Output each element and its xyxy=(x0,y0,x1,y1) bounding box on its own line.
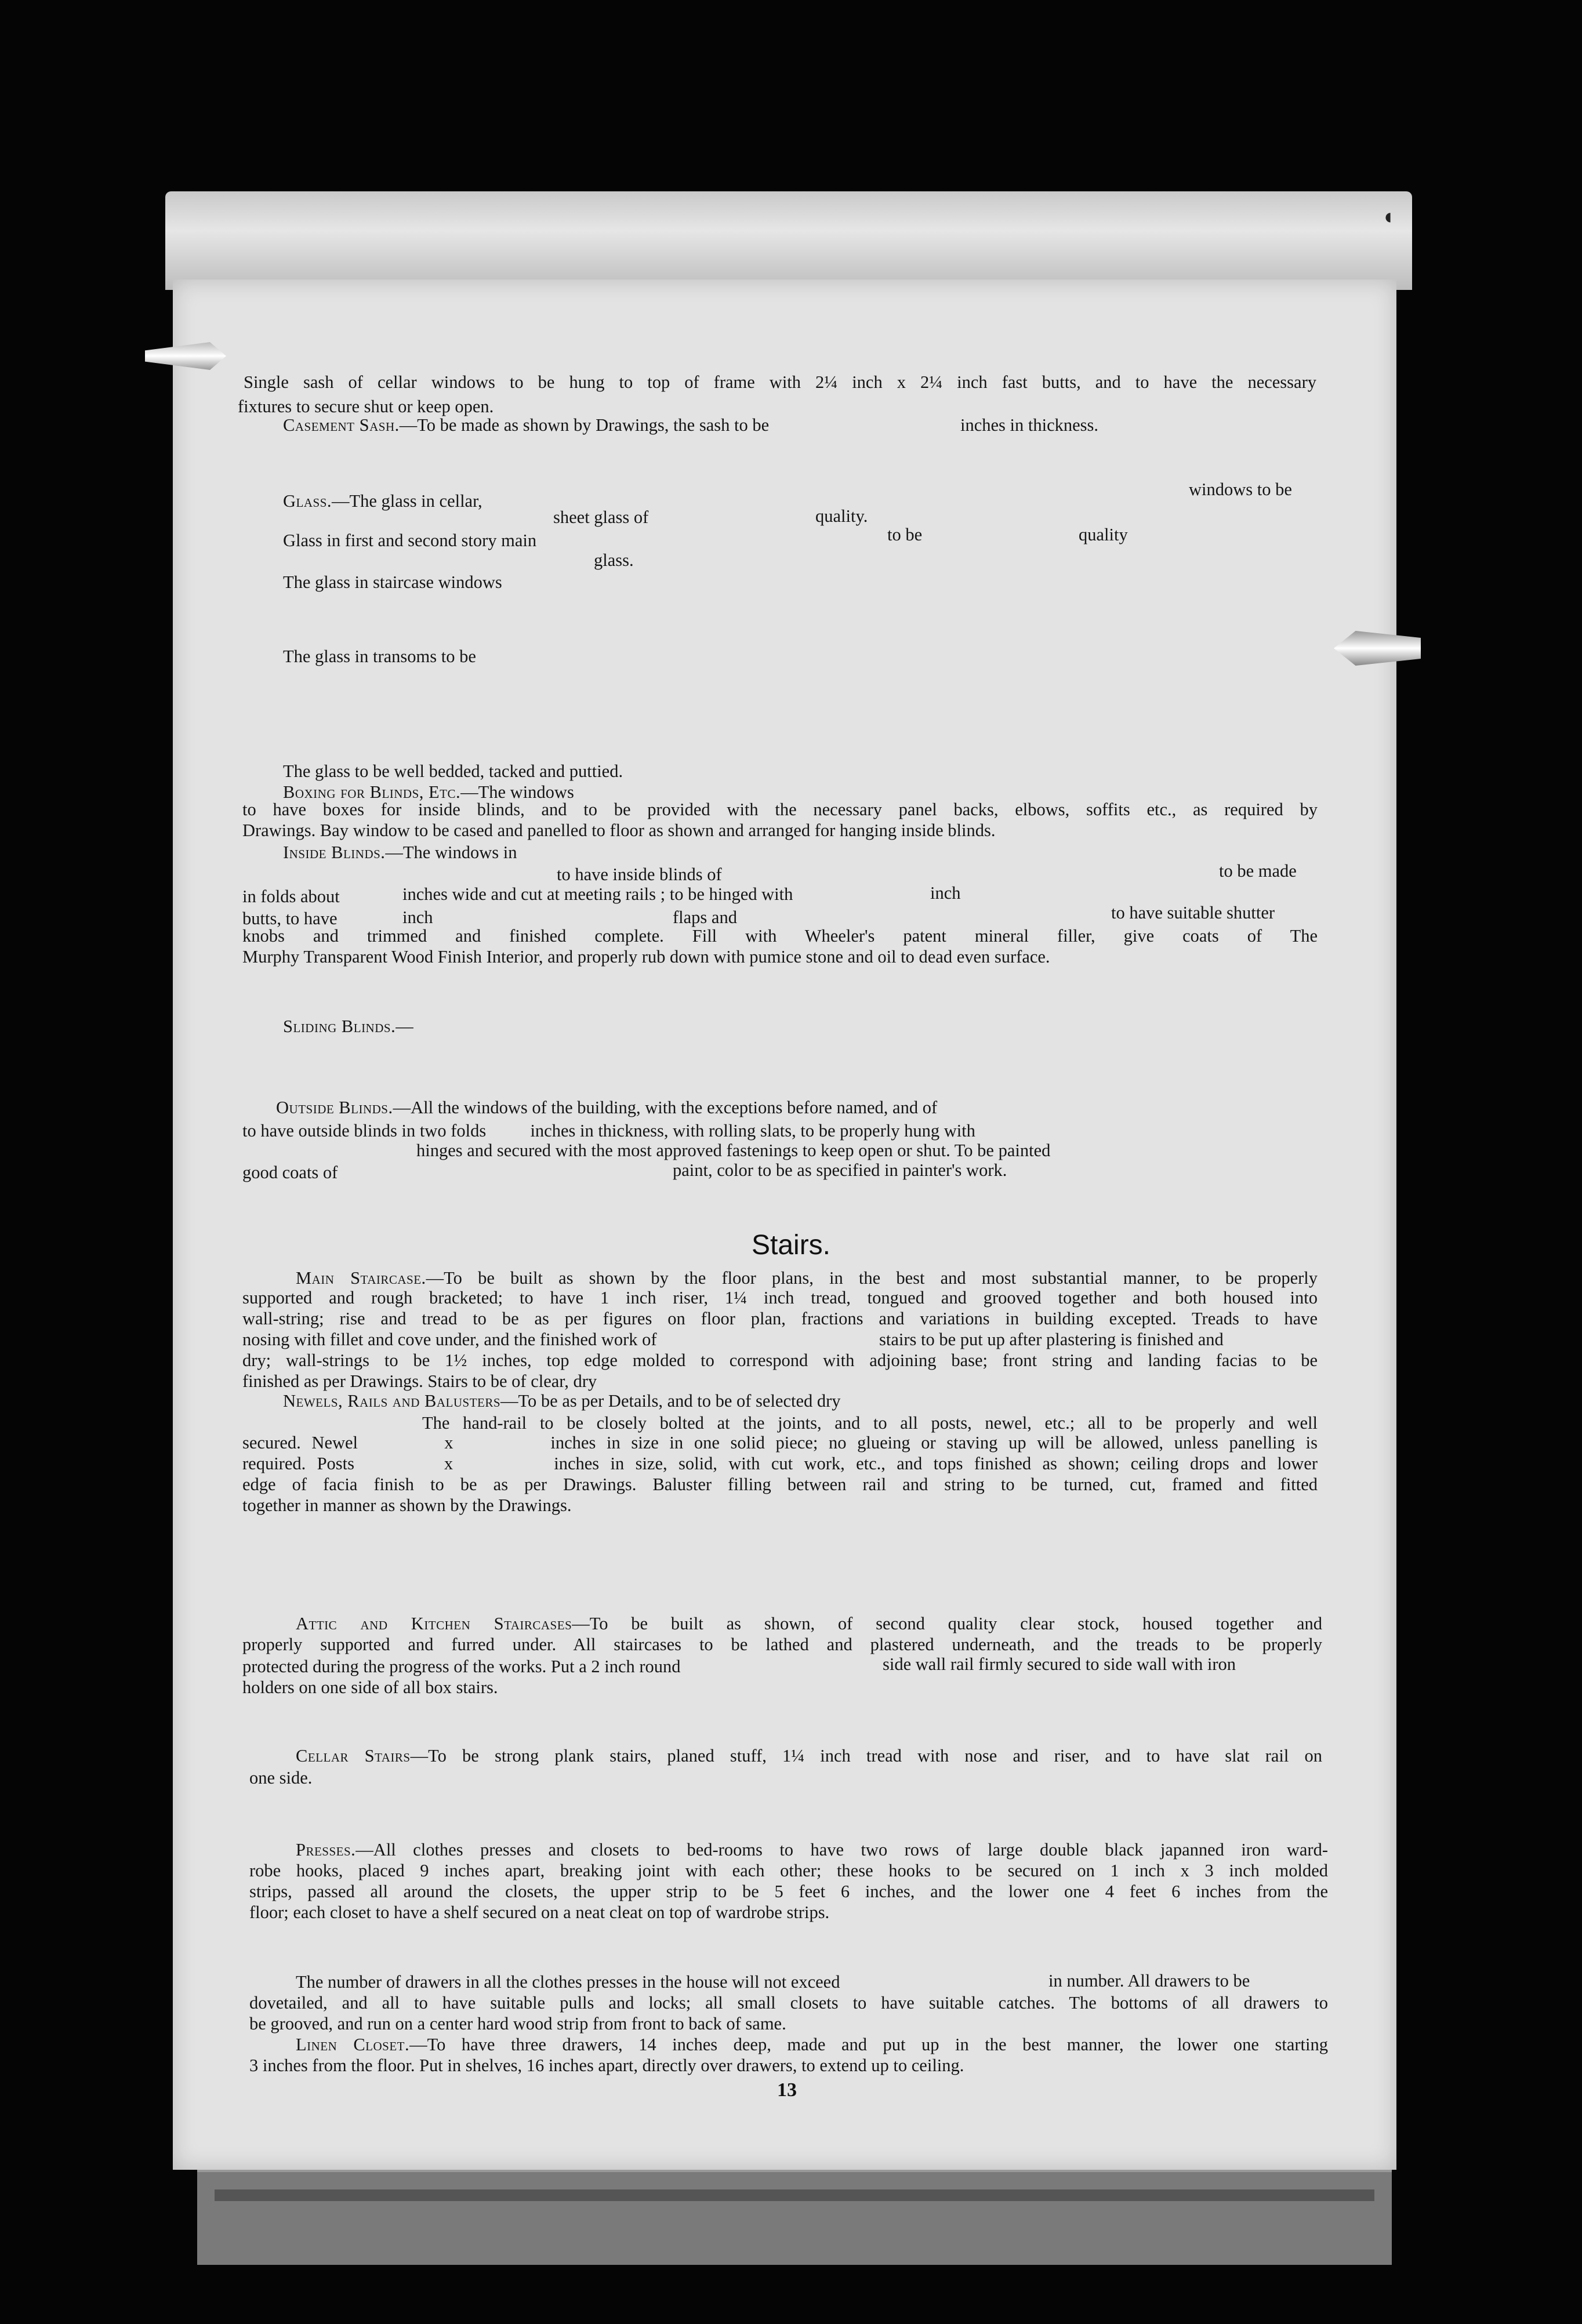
newels-line-2: The hand-rail to be closely bolted at the joints, and to all posts, newel, etc.; all to be properly and well xyxy=(422,1413,1318,1433)
inside-blinds-knobs: knobs and trimmed and finished complete. Fill with Wheeler's patent mineral filler, give coats of The xyxy=(242,926,1318,946)
casement-sash-thickness: inches in thickness. xyxy=(960,415,1099,435)
main-staircase-line: Main Staircase.—To be built as shown by the floor plans, in the best and most substantial manner, to be properly xyxy=(296,1268,1318,1288)
outside-blinds-line-3: hinges and secured with the most approved fastenings to keep open or shut. To be painted xyxy=(416,1141,1051,1160)
stairs-heading: Stairs. xyxy=(751,1230,831,1261)
glass-quality-2: quality xyxy=(1079,525,1128,544)
newels-line: Newels, Rails and Balusters—To be as per Details, and to be of selected dry xyxy=(283,1391,841,1411)
inside-blinds-flaps: flaps and xyxy=(673,907,737,927)
inside-blinds-to-be-made: to be made xyxy=(1219,861,1297,881)
inside-blinds-inch: inch xyxy=(930,883,961,903)
inside-blinds-hinged: inches wide and cut at meeting rails ; to be hinged with xyxy=(402,884,793,904)
main-staircase-line-2: supported and rough bracketed; to have 1 inch riser, 1¼ inch tread, tongued and grooved together and both housed into xyxy=(242,1288,1318,1308)
inside-blinds-butts: butts, to have xyxy=(242,909,338,928)
drawers-line-2: dovetailed, and all to have suitable pulls and locks; all small closets to have suitable catches. The bottoms of all drawers to xyxy=(249,1993,1328,2013)
outside-blinds-label: Outside Blinds. xyxy=(276,1098,393,1117)
glass-windows-to-be: windows to be xyxy=(1189,480,1292,499)
presses-label: Presses. xyxy=(296,1840,356,1860)
attic-stairs-label: Attic and Kitchen Staircases xyxy=(296,1614,572,1633)
newels-line-6: together in manner as shown by the Drawings. xyxy=(242,1495,572,1515)
cellar-stairs-line-2: one side. xyxy=(249,1768,313,1788)
main-staircase-label: Main Staircase. xyxy=(296,1268,426,1288)
sliding-blinds-line: Sliding Blinds.— xyxy=(283,1016,413,1036)
inside-blinds-folds: in folds about xyxy=(242,887,340,906)
boxing-line: Boxing for Blinds, Etc.—The windows xyxy=(283,782,574,802)
linen-closet-label: Linen Closet. xyxy=(296,2035,410,2054)
page-bottom-edge xyxy=(197,2170,1392,2265)
presses-line: Presses.—All clothes presses and closets to bed-rooms to have two rows of large double black japanned iron ward- xyxy=(296,1840,1328,1860)
glass-bedded-line: The glass to be well bedded, tacked and puttied. xyxy=(283,761,623,781)
inside-blinds-label: Inside Blinds. xyxy=(283,843,386,862)
glass-word: glass. xyxy=(594,550,634,570)
pad-binding xyxy=(165,191,1412,290)
cellar-windows-line-2: fixtures to secure shut or keep open. xyxy=(238,397,494,416)
newels-line-5: edge of facia finish to be as per Drawings. Baluster filling between rail and string to be turned, cut, framed and fitted xyxy=(242,1475,1318,1494)
glass-staircase-windows: The glass in staircase windows xyxy=(283,572,502,592)
glass-transoms: The glass in transoms to be xyxy=(283,647,476,666)
newels-line-3: secured. Newel x inches in size in one solid piece; no glueing or staving up will be allowed, unless panelling is xyxy=(242,1433,1318,1452)
boxing-line-3: Drawings. Bay window to be cased and panelled to floor as shown and arranged for hanging inside blinds. xyxy=(242,820,996,840)
casement-sash-line: Casement Sash.—To be made as shown by Drawings, the sash to be xyxy=(283,415,770,435)
presses-line-3: strips, passed all around the closets, the upper strip to be 5 feet 6 inches, and the lower one 4 feet 6 inches from the xyxy=(249,1882,1328,1901)
inside-blinds-murphy: Murphy Transparent Wood Finish Interior, and properly rub down with pumice stone and oil to dead even surface. xyxy=(242,947,1050,967)
glass-sheet-glass: sheet glass of xyxy=(553,507,649,527)
page-number: 13 xyxy=(777,2079,797,2101)
drawers-line-1b: in number. All drawers to be xyxy=(1048,1971,1250,1991)
glass-quality: quality. xyxy=(815,506,868,526)
outside-blinds-line: Outside Blinds.—All the windows of the building, with the exceptions before named, and of xyxy=(276,1098,938,1117)
outside-blinds-paint: paint, color to be as specified in painter's work. xyxy=(673,1160,1007,1180)
main-staircase-line-3: wall-string; rise and tread to be as per figures on floor plan, fractions and variations in building excepted. Treads to have xyxy=(242,1309,1318,1328)
main-staircase-line-5: dry; wall-strings to be 1½ inches, top edge molded to correspond with adjoining base; front string and landing facias to be xyxy=(242,1350,1318,1370)
main-staircase-line-6: finished as per Drawings. Stairs to be of clear, dry xyxy=(242,1371,597,1391)
outside-blinds-line-2: to have outside blinds in two folds inches in thickness, with rolling slats, to be properly hung with xyxy=(242,1121,975,1141)
boxing-label: Boxing for Blinds, Etc. xyxy=(283,782,461,802)
linen-closet-line-2: 3 inches from the floor. Put in shelves, 16 inches apart, directly over drawers, to extend up to ceiling. xyxy=(249,2056,964,2075)
boxing-line-2: to have boxes for inside blinds, and to be provided with the necessary panel backs, elbows, soffits etc., as required by xyxy=(242,800,1318,819)
inside-blinds-inch-2: inch xyxy=(402,907,433,927)
linen-closet-line: Linen Closet.—To have three drawers, 14 inches deep, made and put up in the best manner, the lower one starting xyxy=(296,2035,1328,2054)
main-staircase-line-4b: stairs to be put up after plastering is finished and xyxy=(879,1330,1224,1349)
attic-stairs-line-3b: side wall rail firmly secured to side wall with iron xyxy=(883,1654,1236,1674)
glass-label: Glass. xyxy=(283,491,332,511)
glass-to-be: to be xyxy=(887,525,923,544)
drawers-line-1a: The number of drawers in all the clothes presses in the house will not exceed xyxy=(296,1972,840,1992)
cellar-stairs-line: Cellar Stairs—To be strong plank stairs, planed stuff, 1¼ inch tread with nose and riser, and to have slat rail on xyxy=(296,1746,1322,1766)
presses-line-4: floor; each closet to have a shelf secured on a neat cleat on top of wardrobe strips. xyxy=(249,1902,830,1922)
binding-mark-icon: ◖ xyxy=(1381,205,1395,229)
page-tab-left xyxy=(145,342,226,370)
glass-line: Glass.—The glass in cellar, xyxy=(283,491,482,511)
inside-blinds-of: to have inside blinds of xyxy=(557,865,722,884)
attic-stairs-line-3a: protected during the progress of the works. Put a 2 inch round xyxy=(242,1657,681,1676)
sliding-blinds-label: Sliding Blinds. xyxy=(283,1016,396,1036)
inside-blinds-line: Inside Blinds.—The windows in xyxy=(283,843,517,862)
attic-stairs-line-2: properly supported and furred under. All staircases to be lathed and plastered underneath, and the treads to be properly xyxy=(242,1635,1322,1654)
newels-line-4: required. Posts x inches in size, solid, with cut work, etc., and tops finished as shown; ceiling drops and lower xyxy=(242,1454,1318,1473)
cellar-stairs-label: Cellar Stairs xyxy=(296,1746,411,1766)
cellar-windows-line-1: Single sash of cellar windows to be hung to top of frame with 2¼ inch x 2¼ inch fast butts, and to have the necessary xyxy=(244,372,1316,392)
outside-blinds-coats: good coats of xyxy=(242,1163,338,1182)
newels-label: Newels, Rails and Balusters xyxy=(283,1391,501,1411)
attic-stairs-line: Attic and Kitchen Staircases—To be built as shown, of second quality clear stock, housed together and xyxy=(296,1614,1322,1633)
glass-first-second-story: Glass in first and second story main xyxy=(283,531,537,550)
presses-line-2: robe hooks, placed 9 inches apart, breaking joint with each other; these hooks to be secured on 1 inch x 3 inch molded xyxy=(249,1861,1328,1880)
inside-blinds-shutter: to have suitable shutter xyxy=(1111,903,1275,923)
main-staircase-line-4a: nosing with fillet and cove under, and the finished work of xyxy=(242,1330,657,1349)
casement-sash-label: Casement Sash. xyxy=(283,415,400,435)
drawers-line-3: be grooved, and run on a center hard wood strip from front to back of same. xyxy=(249,2014,786,2034)
attic-stairs-line-4: holders on one side of all box stairs. xyxy=(242,1677,498,1697)
